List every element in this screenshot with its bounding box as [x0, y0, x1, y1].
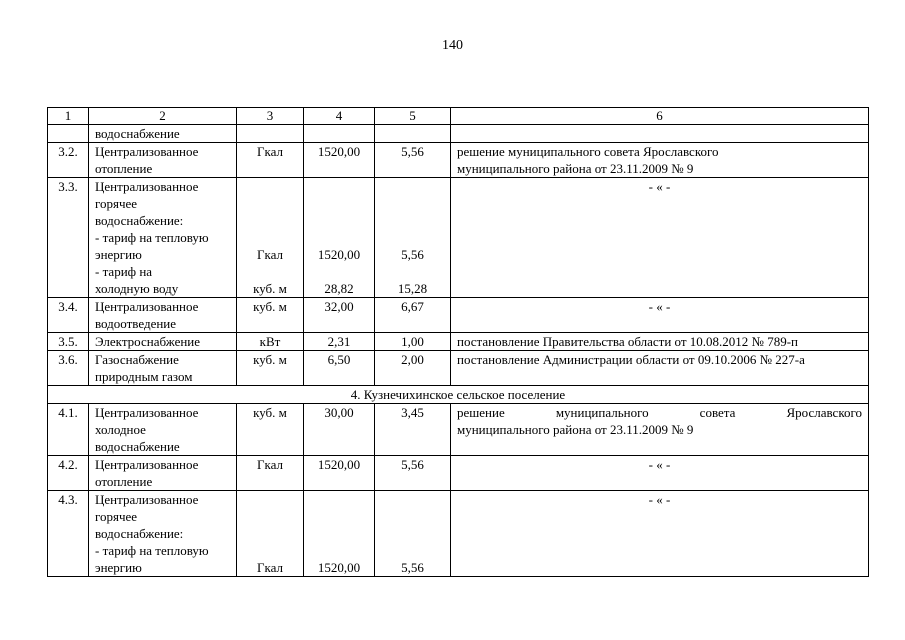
table-row: [48, 333, 869, 351]
unit-line: [243, 542, 297, 559]
legal-basis: [451, 333, 869, 351]
service-name-line: водоснабжение: [95, 439, 180, 454]
unit-line: [243, 212, 297, 229]
value-line: [381, 491, 444, 508]
service-name-line: природным газом: [95, 369, 193, 384]
row-number: [48, 125, 89, 143]
row-number: 3.5.: [48, 333, 89, 351]
value-line: [310, 525, 368, 542]
header-cell: 5: [375, 108, 451, 125]
value-line: [381, 212, 444, 229]
service-name-line: отопление: [95, 474, 153, 489]
service-name-line: - тариф на тепловую: [95, 543, 209, 558]
unit-cell: [237, 178, 304, 298]
service-name-line: - тариф на: [95, 264, 153, 279]
header-cell: 1: [48, 108, 89, 125]
value-line: [381, 263, 444, 280]
value-5-cell: 2,00: [375, 351, 451, 386]
row-number: 3.4.: [48, 298, 89, 333]
service-name-line: Газоснабжение: [95, 352, 179, 367]
service-name-line: холодную воду: [95, 281, 179, 296]
service-name: [89, 333, 237, 351]
service-name-line: водоснабжение:: [95, 213, 184, 228]
unit-cell: куб. м: [237, 404, 304, 456]
service-name-line: Электроснабжение: [95, 334, 201, 349]
value-4-cell: 1520,00: [304, 456, 375, 491]
service-name: [89, 456, 237, 491]
unit-cell: куб. м: [237, 351, 304, 386]
service-name-line: энергию: [95, 247, 142, 262]
value-4-cell: [304, 491, 375, 577]
legal-basis-line: муниципального района от 23.11.2009 № 9: [457, 422, 694, 437]
header-cell: 2: [89, 108, 237, 125]
continuation-row: [48, 125, 869, 143]
header-cell: 3: [237, 108, 304, 125]
value-line: [310, 542, 368, 559]
value-4-cell: 30,00: [304, 404, 375, 456]
unit-cell: кВт: [237, 333, 304, 351]
legal-basis: [451, 351, 869, 386]
value-4-cell: 32,00: [304, 298, 375, 333]
value-5-cell: [375, 491, 451, 577]
service-name-line: водоснабжение: [95, 126, 180, 141]
unit-cell: куб. м: [237, 298, 304, 333]
table-row: [48, 178, 869, 298]
value-line: [310, 491, 368, 508]
value-4-cell: 1520,00: [304, 143, 375, 178]
legal-basis-line: решение муниципального совета Ярославского: [457, 144, 719, 159]
row-number: 3.6.: [48, 351, 89, 386]
value-line: [381, 195, 444, 212]
service-name: [89, 351, 237, 386]
service-name-line: Централизованное: [95, 492, 199, 507]
service-name-line: горячее: [95, 196, 138, 211]
value-line: [310, 508, 368, 525]
unit-line: куб. м: [253, 281, 287, 296]
unit-line: [243, 508, 297, 525]
value-line: [381, 542, 444, 559]
unit-cell: Гкал: [237, 456, 304, 491]
value-line: [381, 508, 444, 525]
service-name-line: Централизованное: [95, 179, 199, 194]
table-row: [48, 143, 869, 178]
ditto-mark: - « -: [451, 456, 869, 491]
header-cell: 4: [304, 108, 375, 125]
value-5-cell: [375, 178, 451, 298]
header-cell: 6: [451, 108, 869, 125]
row-number: 4.3.: [48, 491, 89, 577]
legal-basis-line: решение муниципального совета Ярославского: [457, 405, 862, 420]
table-row: [48, 404, 869, 456]
value-5-cell: 1,00: [375, 333, 451, 351]
unit-cell: Гкал: [237, 143, 304, 178]
service-name-line: Централизованное: [95, 405, 199, 420]
unit-line: [243, 263, 297, 280]
unit-cell: [237, 491, 304, 577]
section-row: [48, 386, 869, 404]
legal-basis: [451, 404, 869, 456]
service-name: [89, 125, 237, 143]
value-line: [310, 263, 368, 280]
legal-basis-line: постановление Правительства области от 10.08.2012 № 789-п: [457, 334, 798, 349]
service-name: [89, 404, 237, 456]
unit-line: [243, 178, 297, 195]
legal-basis: [451, 143, 869, 178]
tariff-table: [47, 107, 869, 577]
value-line: [381, 178, 444, 195]
table-row: [48, 298, 869, 333]
header-row: [48, 108, 869, 125]
service-name: [89, 491, 237, 577]
service-name-line: горячее: [95, 509, 138, 524]
value-5-cell: 3,45: [375, 404, 451, 456]
service-name-line: Централизованное: [95, 144, 199, 159]
unit-line: [243, 195, 297, 212]
ditto-mark: - « -: [451, 178, 869, 298]
value-line: 1520,00: [317, 560, 361, 575]
unit-line: [243, 229, 297, 246]
service-name: [89, 178, 237, 298]
service-name-line: водоснабжение:: [95, 526, 184, 541]
value-4-cell: 2,31: [304, 333, 375, 351]
ditto-mark: - « -: [451, 298, 869, 333]
unit-line: Гкал: [256, 560, 283, 575]
value-4-cell: [304, 178, 375, 298]
row-number: 3.3.: [48, 178, 89, 298]
value-line: 15,28: [397, 281, 428, 296]
service-name-line: водоотведение: [95, 316, 177, 331]
row-number: 3.2.: [48, 143, 89, 178]
service-name-line: холодное: [95, 422, 146, 437]
page-number: 140: [442, 38, 463, 53]
row-number: 4.2.: [48, 456, 89, 491]
table-row: [48, 351, 869, 386]
value-line: [310, 229, 368, 246]
unit-line: Гкал: [256, 247, 283, 262]
value-line: [310, 178, 368, 195]
value-line: 5,56: [401, 247, 424, 262]
service-name: [89, 143, 237, 178]
service-name-line: Централизованное: [95, 299, 199, 314]
service-name-line: энергию: [95, 560, 142, 575]
value-line: 1520,00: [317, 247, 361, 262]
value-5-cell: 5,56: [375, 456, 451, 491]
value-line: [310, 212, 368, 229]
service-name-line: Централизованное: [95, 457, 199, 472]
section-title: 4. Кузнечихинское сельское поселение: [48, 386, 869, 404]
service-name: [89, 298, 237, 333]
legal-basis-line: муниципального района от 23.11.2009 № 9: [457, 161, 694, 176]
value-line: 28,82: [324, 281, 354, 296]
unit-line: [243, 525, 297, 542]
value-5-cell: 6,67: [375, 298, 451, 333]
table-row: [48, 456, 869, 491]
legal-basis-line: постановление Администрации области от 09.10.2006 № 227-а: [457, 352, 805, 367]
service-name-line: отопление: [95, 161, 153, 176]
ditto-mark: - « -: [451, 491, 869, 577]
value-5-cell: 5,56: [375, 143, 451, 178]
value-4-cell: 6,50: [304, 351, 375, 386]
value-line: [310, 195, 368, 212]
row-number: 4.1.: [48, 404, 89, 456]
unit-line: [243, 491, 297, 508]
value-line: 5,56: [401, 560, 424, 575]
service-name-line: - тариф на тепловую: [95, 230, 209, 245]
value-line: [381, 229, 444, 246]
table-row: [48, 491, 869, 577]
value-line: [381, 525, 444, 542]
